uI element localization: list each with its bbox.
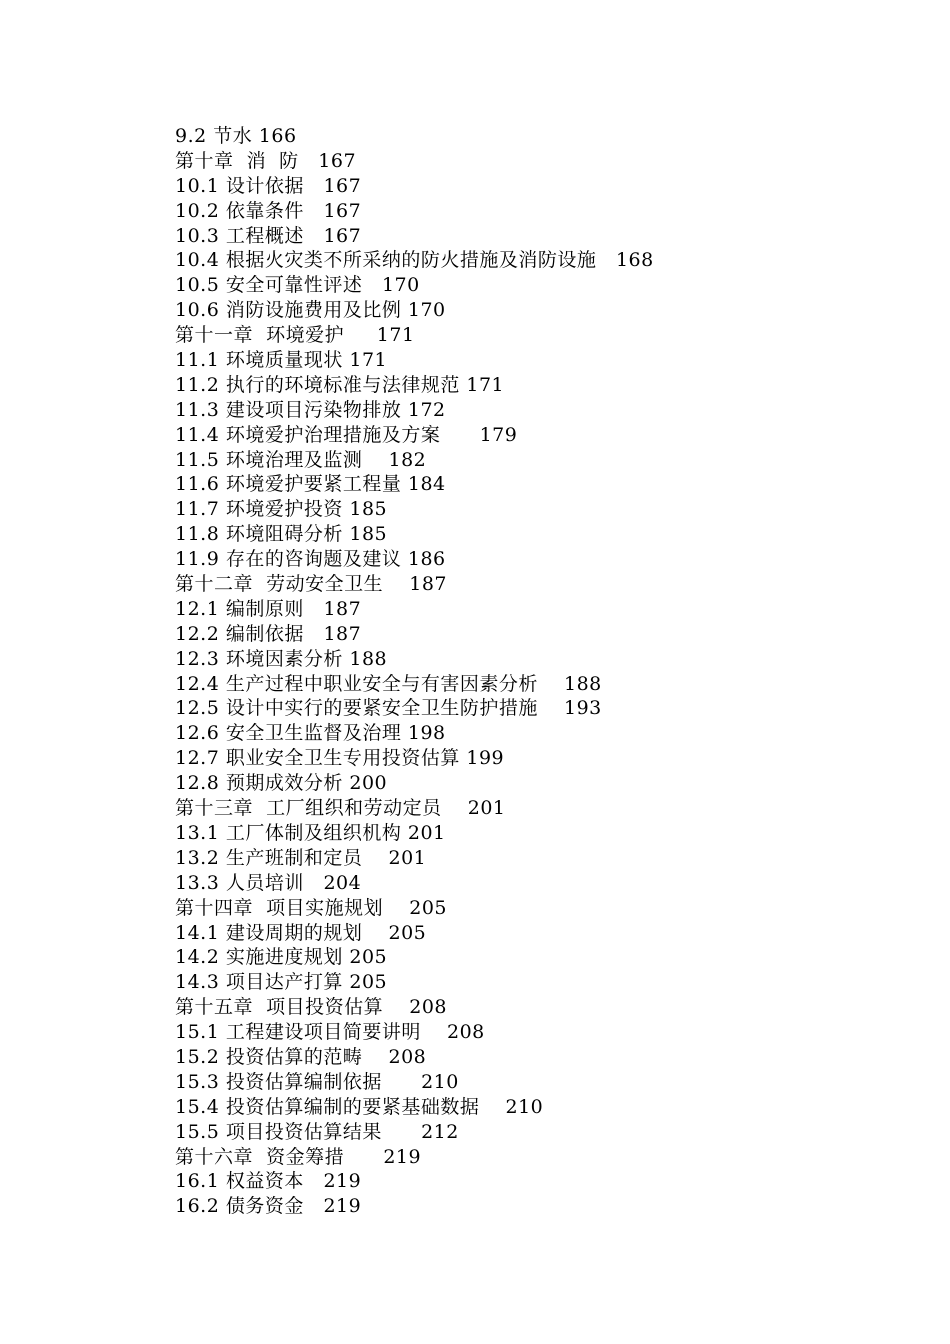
- toc-entry: 9.2 节水 166: [175, 125, 297, 147]
- toc-entry: 16.2 债务资金 219: [175, 1195, 362, 1218]
- toc-chapter-entry: 第十五章 项目投资估算 208: [175, 996, 448, 1019]
- toc-entry: 10.1 设计依据 167: [175, 174, 362, 197]
- toc-entry: 15.2 投资估算的范畴 208: [175, 1045, 427, 1068]
- toc-entry: 12.5 设计中实行的要紧安全卫生防护措施 193: [175, 697, 602, 720]
- toc-chapter-entry: 第十一章 环境爱护 171: [175, 324, 415, 347]
- toc-chapter-entry: 第十四章 项目实施规划 205: [175, 896, 448, 919]
- toc-entry: 13.1 工厂体制及组织机构 201: [175, 821, 446, 844]
- toc-entry: 11.4 环境爱护治理措施及方案 179: [175, 423, 518, 446]
- toc-entry: 15.5 项目投资估算结果 212: [175, 1120, 459, 1143]
- toc-entry: 11.3 建设项目污染物排放 172: [175, 398, 446, 421]
- toc-chapter-entry: 第十二章 劳动安全卫生 187: [175, 573, 448, 596]
- toc-entry: 10.6 消防设施费用及比例 170: [175, 299, 446, 322]
- toc-entry: 14.3 项目达产打算 205: [175, 971, 388, 994]
- toc-entry: 12.4 生产过程中职业安全与有害因素分析 188: [175, 672, 602, 695]
- toc-entry: 10.4 根据火灾类不所采纳的防火措施及消防设施 168: [175, 249, 654, 272]
- toc-entry: 11.8 环境阻碍分析 185: [175, 523, 388, 546]
- toc-entry: 16.1 权益资本 219: [175, 1170, 362, 1193]
- toc-entry: 11.2 执行的环境标准与法律规范 171: [175, 373, 505, 396]
- toc-entry: 11.7 环境爱护投资 185: [175, 498, 388, 521]
- toc-entry: 15.3 投资估算编制依据 210: [175, 1070, 459, 1093]
- toc-chapter-entry: 第十六章 资金筹措 219: [175, 1145, 422, 1168]
- toc-entry: 11.9 存在的咨询题及建议 186: [175, 548, 446, 571]
- toc-entry: 14.2 实施进度规划 205: [175, 946, 388, 969]
- toc-entry: 10.5 安全可靠性评述 170: [175, 274, 420, 297]
- toc-entry: 10.2 依靠条件 167: [175, 199, 362, 222]
- toc-entry: 11.6 环境爱护要紧工程量 184: [175, 473, 446, 496]
- toc-entry: 13.3 人员培训 204: [175, 871, 362, 894]
- toc-entry: 12.3 环境因素分析 188: [175, 647, 388, 670]
- toc-entry: 11.5 环境治理及监测 182: [175, 448, 427, 471]
- toc-entry: 12.2 编制依据 187: [175, 622, 362, 645]
- toc-entry: 15.4 投资估算编制的要紧基础数据 210: [175, 1095, 544, 1118]
- toc-entry: 13.2 生产班制和定员 201: [175, 846, 427, 869]
- toc-entry: 15.1 工程建设项目简要讲明 208: [175, 1021, 485, 1044]
- table-of-contents: [175, 124, 875, 1219]
- toc-entry: 12.1 编制原则 187: [175, 597, 362, 620]
- toc-chapter-entry: 第十三章 工厂组织和劳动定员 201: [175, 797, 506, 820]
- toc-entry: 10.3 工程概述 167: [175, 224, 362, 247]
- toc-entry: 12.7 职业安全卫生专用投资估算 199: [175, 747, 505, 770]
- toc-entry: 12.8 预期成效分析 200: [175, 772, 388, 795]
- toc-entry: 12.6 安全卫生监督及治理 198: [175, 722, 446, 745]
- toc-entry: 11.1 环境质量现状 171: [175, 349, 388, 372]
- toc-entry: 14.1 建设周期的规划 205: [175, 921, 427, 944]
- toc-chapter-entry: 第十章 消 防 167: [175, 149, 357, 172]
